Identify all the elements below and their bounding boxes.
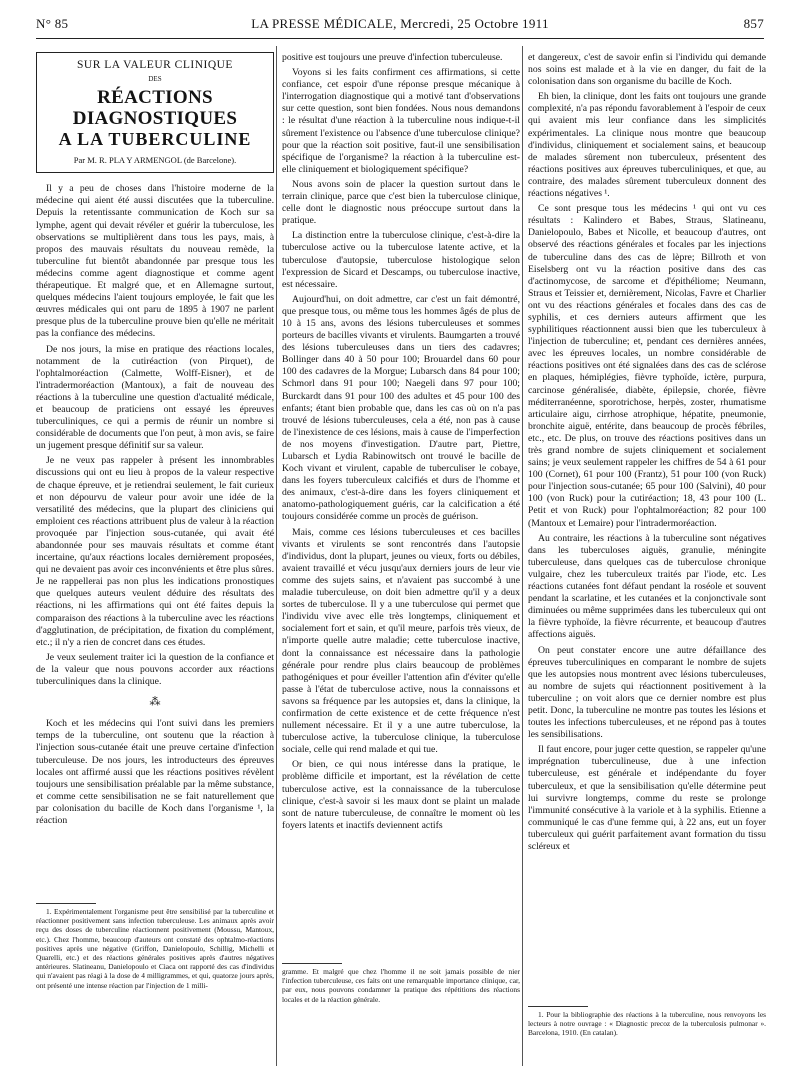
footnote-rule: [282, 963, 342, 964]
footnote-rule: [528, 1006, 588, 1007]
column-divider: [522, 46, 523, 1066]
column-3: [528, 52, 766, 1007]
article-author: Par M. R. PLA Y ARMENGOL (de Barcelone).: [73, 155, 237, 166]
title-des: DES: [148, 75, 162, 84]
header-rule: [36, 38, 764, 39]
paragraph: Au contraire, les réactions à la tuberculine sont négatives dans les tuberculoses aiguës, granulie, méningite tuberculeuse, dans quelques cas de tuberculose chronique vulgaire, chez les tuberculeux traités par l'iode, etc. Les réactions cutanées font défaut pendant la roséole et souvent pendant la scarlatine, et les cutanées et la conjonctivale sont diminuées ou même supprimées dans les tuberculeux qui ont la fièvre typhoïde, la fièvre récurrente, et beaucoup d'autres affections aiguës.: [528, 532, 766, 641]
journal-title: LA PRESSE MÉDICALE, Mercredi, 25 Octobre 1911: [251, 16, 549, 31]
paragraph: De nos jours, la mise en pratique des réactions locales, notamment de la cutiréaction (von Pirquet), de l'ophtalmoréaction (Calmette, Wolff-Eisner), et de l'intradermoréaction (Mantoux), a fait de nouveau des réactions à la tuberculine une question d'actualité médicale, et beaucoup de praticiens ont essayé les épreuves tuberculiniques, ce qui a permis de réunir un nombre si considérable de documents que l'on peut, à mon avis, se faire un jugement presque définitif sur sa valeur.: [36, 343, 274, 452]
paragraph: Aujourd'hui, on doit admettre, car c'est un fait démontré, que presque tous, ou même tous les hommes âgés de plus de 10 à 15 ans, avons des lésions tuberculeuses et sommes porteurs de bacilles vivants et virulents. Baumgarten a trouvé des lésions tuberculeuses dans un tiers des cadavres; Bollinger dans 40 à 50 pour 100; Brouardel dans 60 pour 100 des cadavres de la Morgue; Lubarsch dans 84 pour 100; Schmorl dans 91 pour 100; Naegeli dans 97 pour 100; Burckardt dans 91 pour 100 des adultes et 45 pour 100 des enfants; étant bien probable que, dans les cas où on n'a pas trouvé de lésions tuberculeuses, cela a été, non pas à cause de l'inexistence de ces lésions, mais à cause de l'imperfection de nos moyens d'investigation. D'autre part, Piettre, Lubarsch et Lydia Rabinowitsch ont trouvé le bacille de Koch vivant et virulent, capable de tuberculiser le cobaye, dans les foyers tuberculeux calcifiés et durs de l'homme et des animaux, c'est-à-dire dans les foyers cliniquement et anatomo-pathologiquement guéris, car la calcification a été toujours considérée comme un procès de guérison.: [282, 293, 520, 523]
paragraph: Voyons si les faits confirment ces affirmations, si cette confiance, cet espoir d'une réponse presque mécanique à l'interrogation diagnostique qui a motivé tant d'observations sur cette question, sont bien fondées. Nous nous demandons : le résultat d'une réaction à la tuberculine nous indique-t-il sûrement l'existence ou l'absence d'une tuberculose clinique? pour que la réaction soit positive, faut-il une sensibilisation spécifique de l'organisme? la réaction à la tuberculine est-elle cliniquement et biologiquement spécifique?: [282, 67, 520, 175]
footnote-block: [282, 963, 520, 1004]
footnote: gramme. Et malgré que chez l'homme il ne soit jamais possible de nier l'infection tuberculeuse, ces faits ont une remarquable importance clinique, car, par eux, nous pouvons condamner la pratique des répétitions des réactions locales et de la réaction générale.: [282, 967, 520, 1004]
paragraph: Nous avons soin de placer la question surtout dans le terrain clinique, parce que c'est bien la tuberculose clinique, celle dont le diagnostic nous préoccupe surtout dans la pratique.: [282, 178, 520, 227]
running-header: [36, 16, 764, 36]
paragraph: On peut constater encore une autre défaillance des épreuves tuberculiniques en comparant le nombre de sujets que les autopsies nous montrent avec lésions tuberculeuses, au nombre de sujets qui réactionnent positivement à la tuberculine ; on voit alors que ce dernier nombre est plus petit. Donc, la tuberculine ne montre pas toutes les lésions et toutes les infections tuberculeuses, et ne répond pas à toutes les sensibilisations.: [528, 644, 766, 741]
paragraph: Il faut encore, pour juger cette question, se rappeler qu'une imprégnation tuberculineuse, due à une infection tuberculeuse, est générale et indépendante du foyer tuberculeux, et que la sensibilisation qu'elle détermine peut lui survivre longtemps, comme du reste se prolonge l'immunité consécutive à la variole et à la syphilis. Etienne a communiqué le cas d'une femme qui, à 22 ans, eut un foyer tuberculeux qui guérit parfaitement avant formation du tissu scléreux et: [528, 744, 766, 852]
paragraph: Ce sont presque tous les médecins ¹ qui ont vu ces résultats : Kalindero et Babes, Straus, Slatineanu, Danielopoulo, Babes et Nicolle, et beaucoup d'autres, ont observé des réactions générales et focales par les injections de tuberculine dans des cas de lèpre; Billroth et von Eiselsberg ont vu la réaction positive dans des cas d'actinomycose, de sarcome et d'épithéliome; Neumann, Straus et Teissier et, dernièrement, Nicolas, Favre et Charlier ont vu des réactions générales et focales dans des cas de syphilis, et ces derniers auteurs affirment que les syphilitiques réactionnent aussi bien que les tuberculeux à l'injection de tuberculine; et, pendant ces dernières années, avec les épreuves locales, un nombre considérable de réactions positives ont été signalées dans des cas de sclérose en plaques, hémiplégies, fièvre typhoïde, ictère, purpura, carcinose généralisée, diabète, épilepsie, chorée, fièvre méditerranéenne, sporotrichose, herpès, zoster, rhumatisme articulaire aigu, cirrhose atrophique, hépatite, pneumonie, bronchite aiguë, entérite, dans beaucoup de procès fébriles, etc., etc. De plus, on trouve des réactions positives dans un très grand nombre de sujets cliniquement et socialement sains; je veux seulement rappeler les chiffres de 54 à 61 pour 100 (Cornet), 61 pour 100 (Frantz), 51 pour 100 (von Ruck) pour l'injection sous-cutanée; 65 pour 100 (Salvini), 40 pour 100 (von Ruck) pour la cutiréaction; 18, 43 pour 100 (L. Petit et von Ruck) pour l'ophtalmoréaction; 82 pour 100 (Mantoux et Lemaire) pour l'intradermoréaction.: [528, 203, 766, 529]
footnote-block: [528, 1006, 766, 1038]
issue-number: N° 85: [36, 16, 69, 31]
paragraph: Or bien, ce qui nous intéresse dans la pratique, le problème difficile et important, est la révélation de cette tuberculose active, est la connaissance de la tuberculose clinique, c'est-à savoir si les maux dont se plaint un malade sont de nature tuberculeuse, de connaître le moment où les foyers latents et inactifs deviennent actifs: [282, 759, 520, 831]
paragraph: Mais, comme ces lésions tuberculeuses et ces bacilles vivants et virulents se sont rencontrés dans l'autopsie d'individus, dont la plupart, jeunes ou vieux, forts ou débiles, avaient travaillé et vécu jusqu'aux derniers jours de leur vie comme des sujets sains, et n'avaient pas succombé à une maladie tuberculeuse, on doit bien admettre qu'il y a deux sortes de tuberculose. Il y a une tuberculose qui permet que l'individu vive avec elle très longtemps, cliniquement et socialement fort et sain, et qu'il meure, parfois très vieux, de n'importe quelle autre maladie; cette tuberculose inactive, dont la connaissance est nécessaire dans la pathologie générale pour rendre plus clairs beaucoup de problèmes pathogéniques et pour éveiller l'attention afin d'éviter qu'elle passe à l'état de tuberculose active, nous la connaissons et savons sa fréquence par les autopsies et, dans la clinique, la confirmation de cette existence et de cette fréquence n'est nullement nécessaire. Et il y a une autre tuberculose, la tuberculose active, la tuberculose clinique, la tuberculose sociale, celle qui rend malade et qui tue.: [282, 526, 520, 756]
footnote: 1. Expérimentalement l'organisme peut être sensibilisé par la tuberculine et réactionner positivement sans infection tuberculeuse. Les animaux après avoir reçu des doses de tuberculine réactionnent positivement (Moussu, Mantoux, etc.). Chez l'homme, beaucoup d'auteurs ont constaté des ophtalmo-réactions positives après une négative (Griffon, Danielopoulo, Schillig, Michelli et Quarelli, etc.) et des réactions générales positives après d'autres négatives antérieures. Slatineanu, Danielopoulo et Ciaca ont rapporté des cas d'individus qui n'avaient pas réagi à la dose de 4 milligrammes, et qui, quatorze jours après, ont présenté une intense réaction par l'injection de 1 milli-: [36, 907, 274, 990]
article-title: RÉACTIONS DIAGNOSTIQUES: [72, 87, 238, 130]
page-number: 857: [743, 16, 764, 31]
paragraph: positive est toujours une preuve d'infection tuberculeuse.: [282, 52, 503, 63]
footnote: 1. Pour la bibliographie des réactions à la tuberculine, nous renvoyons les lecteurs à notre ouvrage : « Diagnostic precoz de la tuberculosis pulmonar ». Barcelona, 1910. (En catalan).: [528, 1010, 766, 1038]
section-asterism: ⁂: [149, 696, 161, 709]
title-pre: SUR LA VALEUR CLINIQUE: [77, 59, 233, 71]
footnote-rule: [36, 903, 96, 904]
article-subtitle: A LA TUBERCULINE: [58, 129, 252, 150]
paragraph: Je ne veux pas rappeler à présent les innombrables discussions qui ont eu lieu à propos de la valeur respective de chaque épreuve, et je retiendrai seulement, le fait curieux et non dépourvu de valeur pour avoir une idée de la versatilité des médecins, que la plupart des cliniciens qui emploient ces réactions attribuent plus de valeur à la réaction provoquée par l'injection sous-cutanée, qui avait été abandonnée pour ses mauvais résultats et comme étant incertaine, qu'aux réactions locales dernièrement proposées, qui ne devaient pas avoir ces inconvénients et être plus sûres. Je ne rappellerai pas non plus les indications pronostiques que quelques auteurs veulent déduire des résultats des réactions, ni les affirmations qui ont été faites depuis la comparaison des réactions à la tuberculine avec les réactions d'agglutination, de précipitation, de fixation du complément, etc.; il n'y a rien de concret dans ces études.: [36, 455, 274, 648]
column-2: [282, 52, 520, 957]
paragraph: Je veux seulement traiter ici la question de la confiance et de la valeur que nous pouvons accorder aux réactions tuberculiniques dans la clinique.: [36, 651, 274, 688]
paragraph: Koch et les médecins qui l'ont suivi dans les premiers temps de la tuberculine, ont soutenu que la réaction à l'injection sous-cutanée était une preuve certaine d'infection tuberculeuse. De nos jours, les introducteurs des épreuves locales ont affirmé aussi que les réactions positives révèlent toujours une sensibilisation préalable par la même substance, et comme cette sensibilisation ne se fait naturellement que par colonisation du bacille de Koch dans l'organisme ¹, la réaction: [36, 718, 274, 826]
article-title-block: [36, 52, 274, 173]
paragraph: et dangereux, c'est de savoir enfin si l'individu qui demande nos soins est malade et à la vie en danger, du fait de la colonisation dans son organisme du bacille de Koch.: [528, 52, 766, 88]
paragraph: Il y a peu de choses dans l'histoire moderne de la médecine qui aient été aussi discutées que la tuberculine. Depuis la retentissante communication de Koch sur sa lymphe, agent qui devait révéler et guérir la tuberculose, les observations se multiplièrent dans tous les pays, mais, à propos des mauvais résultats du nouveau remède, la tuberculine fut bientôt abandonnée par presque tous les médecins comme agent diagnostique et comme agent thérapeutique. Et malgré que, et en Allemagne surtout, quelques médecins l'aient toujours employée, le fait que les œuvres médicales qui ont paru de 1895 à 1907 ne parlent presque plus de la tuberculine prouve bien qu'elle ne méritait pas la confiance des médecins.: [36, 183, 274, 340]
column-divider: [276, 46, 277, 1066]
paragraph: Eh bien, la clinique, dont les faits ont toujours une grande complexité, n'a pas répondu favorablement à l'espoir de ceux qui avaient mis leur confiance dans les simplicités expérimentales. La clinique nous montre que beaucoup d'individus, cliniquement et socialement sains, et beaucoup de malades sûrement non tuberculeux, présentent des réactions positives aux épreuves tuberculiniques, et que, au contraire, des malades sûrement tuberculeux donnent des réactions négatives ¹.: [528, 91, 766, 200]
footnote-block: [36, 903, 274, 990]
paragraph: La distinction entre la tuberculose clinique, c'est-à-dire la tuberculose active ou la tuberculose latente active, et la tuberculose d'autopsie, tuberculose histologique selon l'expression de Sicard et Descamps, ou tuberculose inactive, est nécessaire.: [282, 230, 520, 290]
